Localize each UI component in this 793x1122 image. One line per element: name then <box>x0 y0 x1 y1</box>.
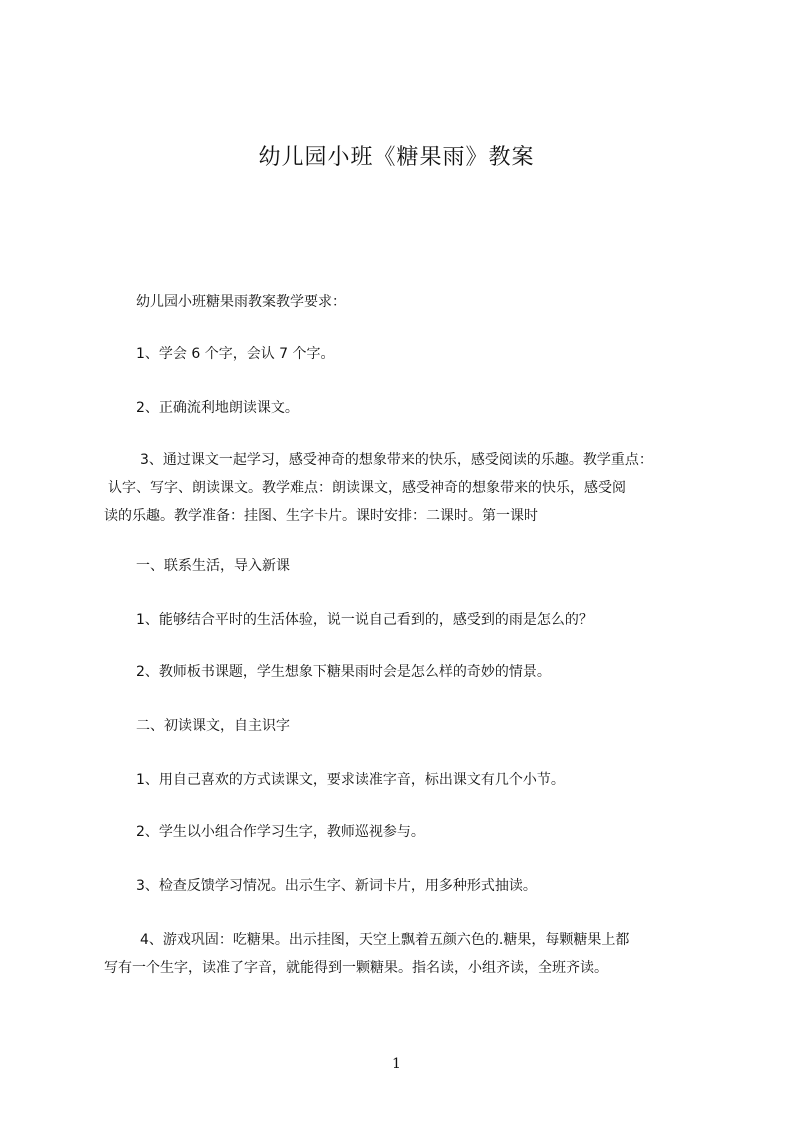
requirement-3 <box>104 446 653 530</box>
section-heading-1: 一、联系生活，导入新课 <box>136 558 290 574</box>
requirement-3-line-2: 认字、写字、朗读课文。教学难点：朗读课文，感受神奇的想象带来的快乐，感受阅 <box>108 480 626 496</box>
section-heading-2: 二、初读课文，自主识字 <box>136 718 290 734</box>
document-title: 幼儿园小班《糖果雨》教案 <box>258 145 535 170</box>
section-2-item-4 <box>104 926 629 982</box>
requirement-3-line-1: 3、通过课文一起学习，感受神奇的想象带来的快乐，感受阅读的乐趣。教学重点： <box>140 452 653 468</box>
section-2-item-3: 3、检查反馈学习情况。出示生字、新词卡片，用多种形式抽读。 <box>136 878 537 894</box>
requirement-1: 1、学会 6 个字，会认 7 个字。 <box>136 346 335 362</box>
section-2-item-1: 1、用自己喜欢的方式读课文，要求读准字音，标出课文有几个小节。 <box>136 772 565 788</box>
section-2-item-4-line-1: 4、游戏巩固：吃糖果。出示挂图，天空上飘着五颜六色的.糖果，每颗糖果上都 <box>140 932 630 948</box>
section-1-item-2: 2、教师板书课题，学生想象下糖果雨时会是怎么样的奇妙的情景。 <box>136 664 551 680</box>
section-2-item-2: 2、学生以小组合作学习生字，教师巡视参与。 <box>136 824 425 840</box>
requirement-3-line-3: 读的乐趣。教学准备：挂图、生字卡片。课时安排：二课时。第一课时 <box>104 508 538 524</box>
section-2-item-4-line-2: 写有一个生字，读准了字音，就能得到一颗糖果。指名读，小组齐读，全班齐读。 <box>104 960 608 976</box>
requirement-2: 2、正确流利地朗读课文。 <box>136 400 299 416</box>
section-1-item-1: 1、能够结合平时的生活体验，说一说自己看到的，感受到的雨是怎么的？ <box>136 612 593 628</box>
intro-paragraph: 幼儿园小班糖果雨教案教学要求： <box>136 294 346 310</box>
page-number: 1 <box>392 1056 401 1072</box>
